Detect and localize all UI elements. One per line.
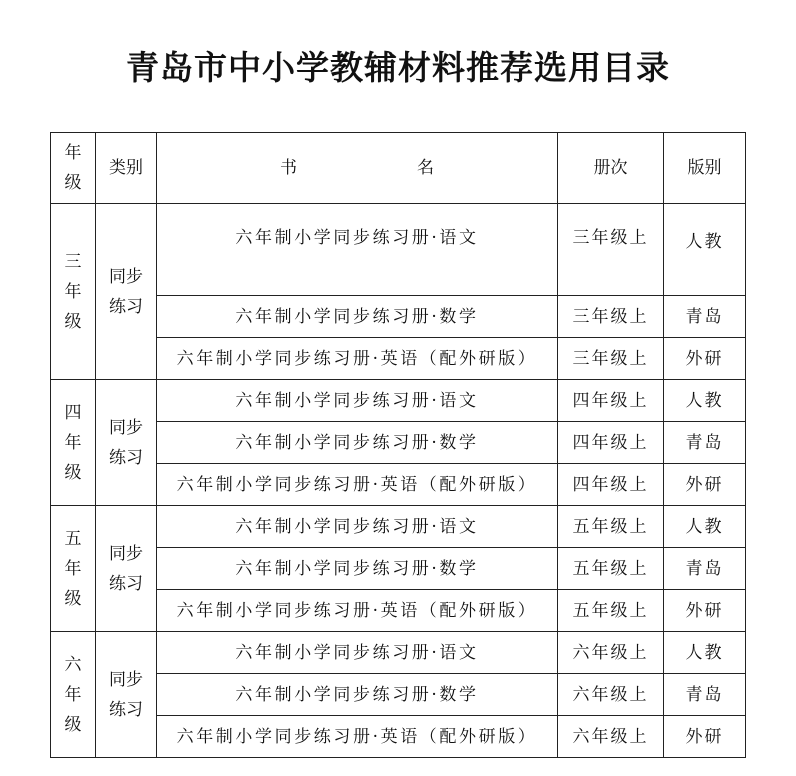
volume-cell: 四年级上: [558, 464, 664, 506]
volume-cell: 三年级上: [558, 296, 664, 338]
volume-cell: 三年级上: [558, 204, 664, 296]
volume-cell: 三年级上: [558, 338, 664, 380]
header-row: [51, 133, 746, 204]
book-title-cell: 六年制小学同步练习册·英语（配外研版）: [157, 338, 558, 380]
grade-cell: 四年级: [51, 380, 96, 506]
book-title-cell: 六年制小学同步练习册·数学: [157, 548, 558, 590]
table-row: [51, 204, 746, 296]
volume-cell: 六年级上: [558, 632, 664, 674]
category-cell: 同步练习: [96, 204, 157, 380]
book-title-cell: 六年制小学同步练习册·数学: [157, 422, 558, 464]
grade-cell: 三年级: [51, 204, 96, 380]
category-cell: 同步练习: [96, 506, 157, 632]
book-title-cell: 六年制小学同步练习册·语文: [157, 380, 558, 422]
edition-cell: 青岛: [664, 548, 746, 590]
edition-cell: 人教: [664, 380, 746, 422]
volume-cell: 五年级上: [558, 506, 664, 548]
edition-cell: 人教: [664, 204, 746, 296]
edition-cell: 人教: [664, 632, 746, 674]
category-cell: 同步练习: [96, 632, 157, 758]
table-row: [51, 632, 746, 674]
book-title-cell: 六年制小学同步练习册·语文: [157, 506, 558, 548]
book-title-cell: 六年制小学同步练习册·英语（配外研版）: [157, 464, 558, 506]
header-category: 类别: [96, 133, 157, 204]
book-title-cell: 六年制小学同步练习册·英语（配外研版）: [157, 590, 558, 632]
volume-cell: 六年级上: [558, 674, 664, 716]
volume-cell: 六年级上: [558, 716, 664, 758]
header-edition: 版别: [664, 133, 746, 204]
book-title-cell: 六年制小学同步练习册·英语（配外研版）: [157, 716, 558, 758]
edition-cell: 外研: [664, 590, 746, 632]
volume-cell: 五年级上: [558, 590, 664, 632]
volume-cell: 五年级上: [558, 548, 664, 590]
edition-cell: 人教: [664, 506, 746, 548]
edition-cell: 青岛: [664, 674, 746, 716]
header-grade: 年级: [51, 133, 96, 204]
book-title-cell: 六年制小学同步练习册·语文: [157, 204, 558, 296]
table-row: [51, 506, 746, 548]
edition-cell: 外研: [664, 338, 746, 380]
grade-cell: 六年级: [51, 632, 96, 758]
volume-cell: 四年级上: [558, 380, 664, 422]
edition-cell: 青岛: [664, 296, 746, 338]
edition-cell: 外研: [664, 464, 746, 506]
book-title-cell: 六年制小学同步练习册·数学: [157, 296, 558, 338]
page-title: 青岛市中小学教辅材料推荐选用目录: [126, 48, 670, 87]
grade-cell: 五年级: [51, 506, 96, 632]
volume-cell: 四年级上: [558, 422, 664, 464]
edition-cell: 青岛: [664, 422, 746, 464]
book-title-cell: 六年制小学同步练习册·数学: [157, 674, 558, 716]
edition-cell: 外研: [664, 716, 746, 758]
table-row: [51, 380, 746, 422]
book-title-cell: 六年制小学同步练习册·语文: [157, 632, 558, 674]
category-cell: 同步练习: [96, 380, 157, 506]
header-title: 书名: [157, 133, 558, 204]
header-volume: 册次: [558, 133, 664, 204]
catalog-table: [50, 132, 746, 758]
